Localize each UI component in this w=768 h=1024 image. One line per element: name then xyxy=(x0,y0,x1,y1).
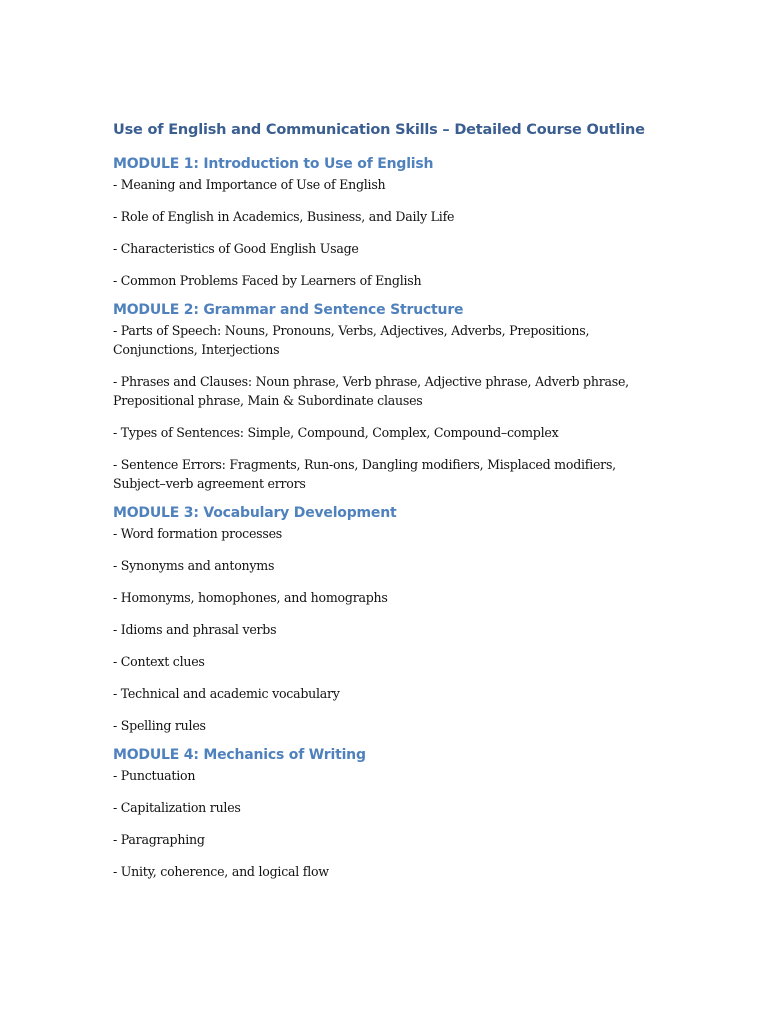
list-item: - Common Problems Faced by Learners of English xyxy=(113,273,422,288)
list-item: - Context clues xyxy=(113,654,205,669)
module-heading: MODULE 3: Vocabulary Development xyxy=(113,505,397,521)
list-item: - Phrases and Clauses: Noun phrase, Verb phrase, Adjective phrase, Adverb phrase, Prepositional phrase, Main & Subordinate clauses xyxy=(113,374,629,408)
module-3 xyxy=(113,505,663,735)
module-item-list xyxy=(113,524,663,735)
module-4 xyxy=(113,747,663,881)
list-item: - Meaning and Importance of Use of English xyxy=(113,177,386,192)
list-item: - Capitalization rules xyxy=(113,800,241,815)
module-item-list xyxy=(113,175,663,290)
list-item: - Parts of Speech: Nouns, Pronouns, Verbs, Adjectives, Adverbs, Prepositions, Conjunctions, Interjections xyxy=(113,323,590,357)
list-item: - Spelling rules xyxy=(113,718,206,733)
module-heading: MODULE 1: Introduction to Use of English xyxy=(113,156,434,172)
list-item: - Characteristics of Good English Usage xyxy=(113,241,359,256)
list-item: - Types of Sentences: Simple, Compound, Complex, Compound–complex xyxy=(113,425,559,440)
module-heading: MODULE 4: Mechanics of Writing xyxy=(113,747,366,763)
module-item-list xyxy=(113,766,663,881)
list-item: - Synonyms and antonyms xyxy=(113,558,275,573)
module-2 xyxy=(113,302,663,493)
list-item: - Technical and academic vocabulary xyxy=(113,686,340,701)
list-item: - Paragraphing xyxy=(113,832,205,847)
list-item: - Homonyms, homophones, and homographs xyxy=(113,590,388,605)
document-page xyxy=(113,122,663,893)
list-item: - Word formation processes xyxy=(113,526,283,541)
list-item: - Unity, coherence, and logical flow xyxy=(113,864,329,879)
module-1 xyxy=(113,156,663,290)
list-item: - Sentence Errors: Fragments, Run-ons, Dangling modifiers, Misplaced modifiers, Subject–verb agreement errors xyxy=(113,457,616,491)
list-item: - Punctuation xyxy=(113,768,196,783)
document-title: Use of English and Communication Skills – Detailed Course Outline xyxy=(113,122,645,138)
module-item-list xyxy=(113,321,663,493)
module-heading: MODULE 2: Grammar and Sentence Structure xyxy=(113,302,464,318)
list-item: - Idioms and phrasal verbs xyxy=(113,622,277,637)
list-item: - Role of English in Academics, Business, and Daily Life xyxy=(113,209,455,224)
